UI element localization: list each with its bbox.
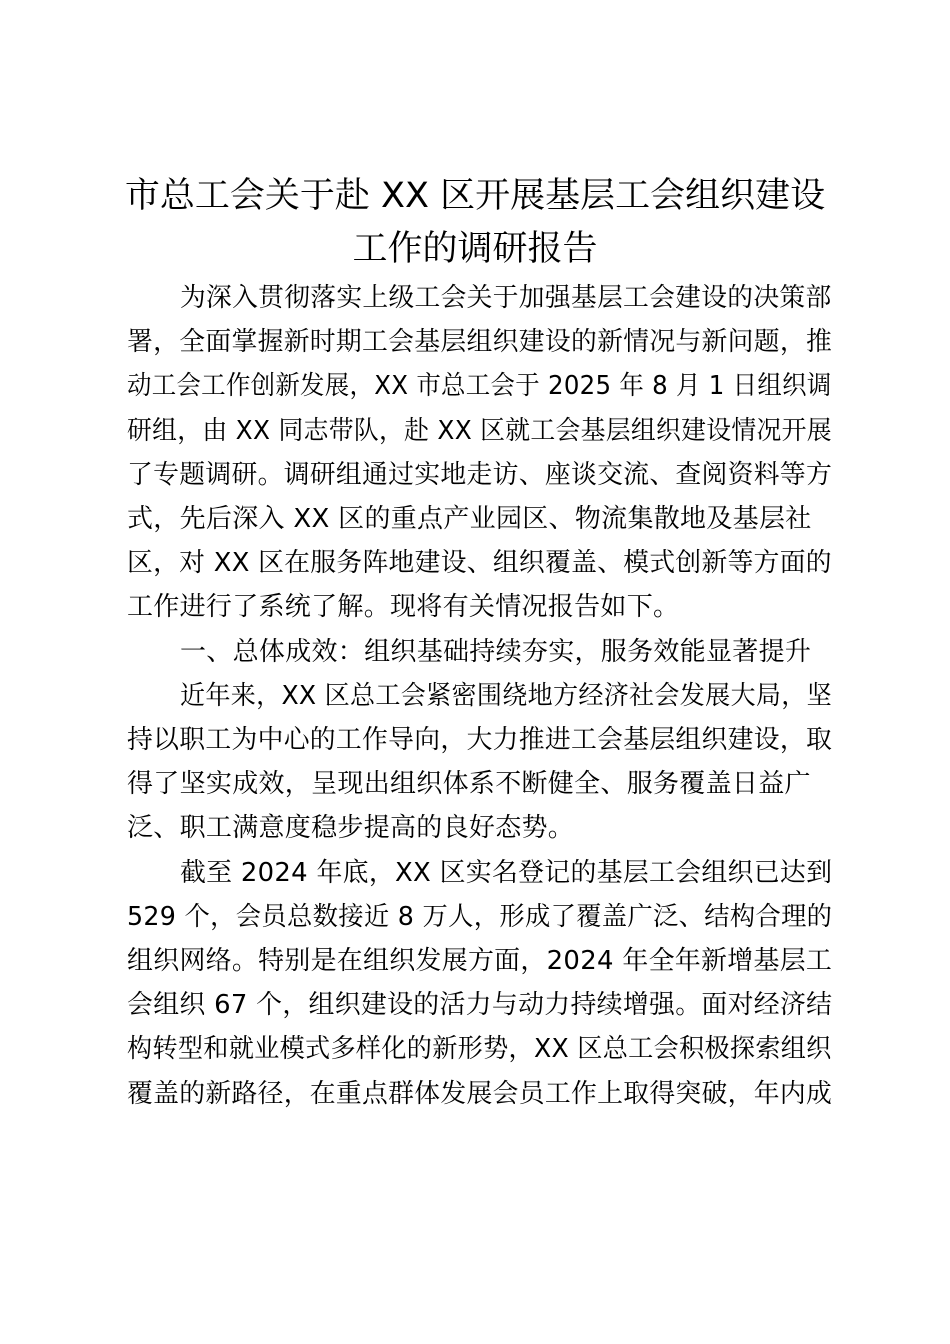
paragraph-line: 截至 2024 年底，XX 区实名登记的基层工会组织已达到 (180, 858, 833, 888)
paragraph-line: 构转型和就业模式多样化的新形势，XX 区总工会积极探索组织 (127, 1034, 832, 1064)
paragraph-line: 研组，由 XX 同志带队，赴 XX 区就工会基层组织建设情况开展 (127, 416, 832, 446)
document-title-line-2: 工作的调研报告 (352, 229, 598, 269)
paragraph-line: 会组织 67 个，组织建设的活力与动力持续增强。面对经济结 (127, 990, 833, 1020)
paragraph-line: 动工会工作创新发展，XX 市总工会于 2025 年 8 月 1 日组织调 (127, 371, 832, 401)
paragraph-line: 区，对 XX 区在服务阵地建设、组织覆盖、模式创新等方面的 (127, 548, 832, 578)
paragraph-line: 得了坚实成效，呈现出组织体系不断健全、服务覆盖日益广 (127, 769, 811, 799)
paragraph-line: 式，先后深入 XX 区的重点产业园区、物流集散地及基层社 (127, 504, 812, 534)
paragraph-line: 组织网络。特别是在组织发展方面，2024 年全年新增基层工 (127, 946, 833, 976)
paragraph-line: 工作进行了系统了解。现将有关情况报告如下。 (127, 592, 680, 622)
paragraph-line: 泛、职工满意度稳步提高的良好态势。 (127, 813, 575, 843)
paragraph-line: 署，全面掌握新时期工会基层组织建设的新情况与新问题，推 (127, 327, 833, 357)
paragraph-line: 覆盖的新路径，在重点群体发展会员工作上取得突破，年内成 (127, 1079, 833, 1109)
paragraph-line: 529 个，会员总数接近 8 万人，形成了覆盖广泛、结构合理的 (127, 902, 833, 932)
paragraph-line: 持以职工为中心的工作导向，大力推进工会基层组织建设，取 (127, 725, 833, 755)
document-title-line-1: 市总工会关于赴 XX 区开展基层工会组织建设 (124, 176, 826, 216)
section-heading: 一、总体成效：组织基础持续夯实，服务效能显著提升 (180, 637, 812, 667)
paragraph-line: 为深入贯彻落实上级工会关于加强基层工会建设的决策部 (180, 283, 832, 313)
paragraph-line: 近年来，XX 区总工会紧密围绕地方经济社会发展大局，坚 (180, 681, 833, 711)
paragraph-line: 了专题调研。调研组通过实地走访、座谈交流、查阅资料等方 (127, 460, 833, 490)
